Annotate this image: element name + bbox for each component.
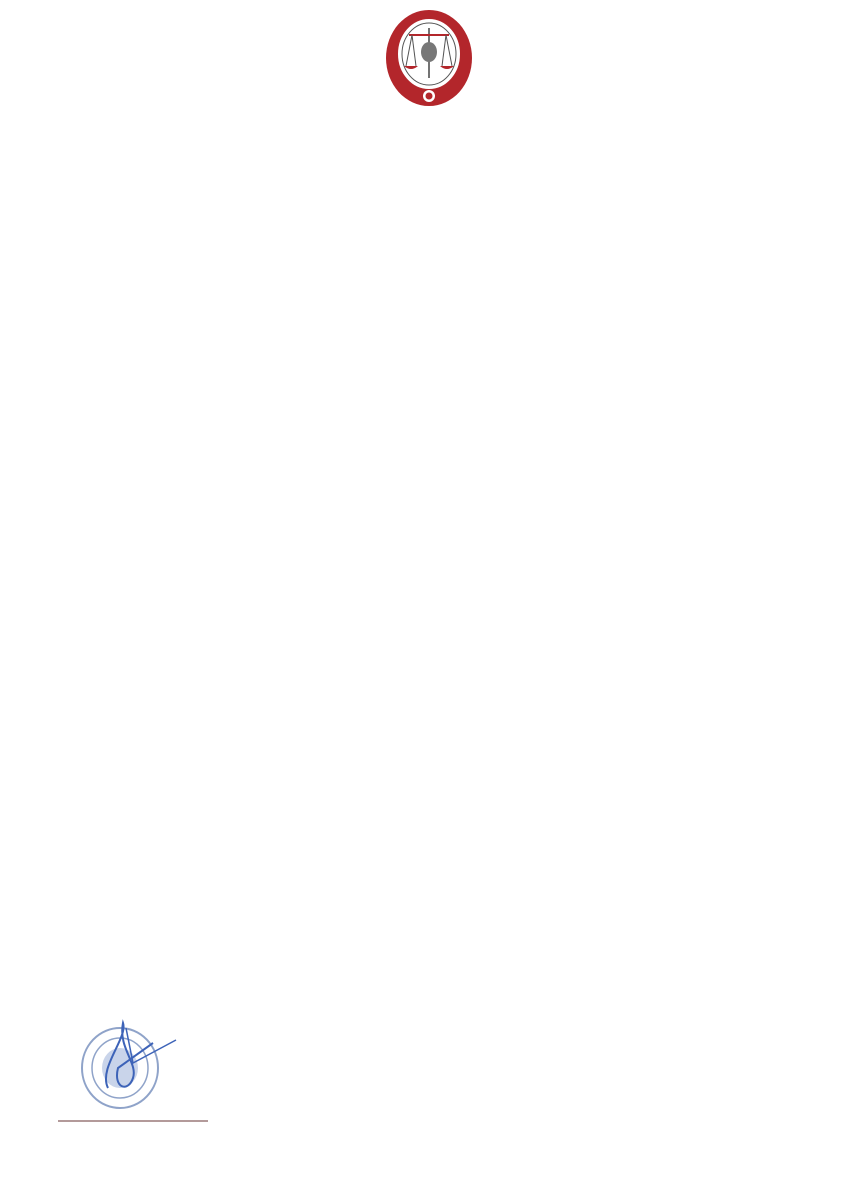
bar-association-emblem-icon [384, 8, 474, 108]
official-stamp-icon [78, 1018, 178, 1113]
letterhead-footer [0, 1116, 848, 1200]
footer-divider [58, 1120, 208, 1122]
statement-body [45, 172, 813, 183]
closing-block [0, 952, 848, 982]
letterhead [0, 0, 848, 150]
